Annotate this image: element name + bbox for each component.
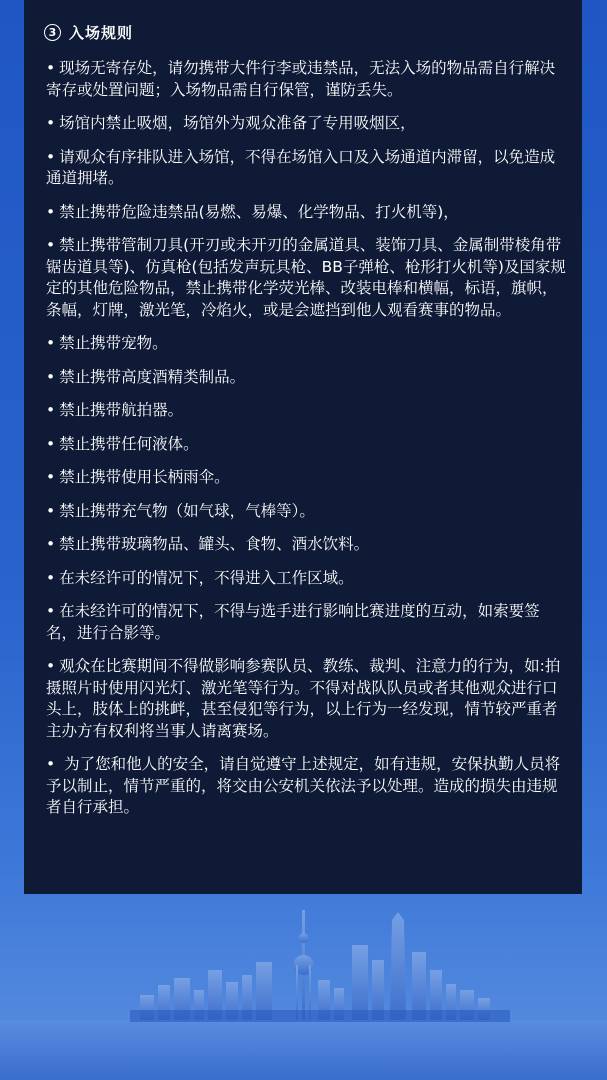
section-title: 入场规则 (69, 23, 134, 42)
rule-text: 现场无寄存处，请勿携带大件行李或违禁品，无法入场的物品需自行解决寄存或处置问题；入场物品需自行保管，谨防丢失。 (46, 59, 556, 99)
list-item (46, 568, 566, 590)
list-item (46, 367, 566, 389)
bullet: • (46, 401, 56, 419)
city-skyline-illustration (0, 890, 607, 1080)
rule-text: 场馆内禁止吸烟，场馆外为观众准备了专用吸烟区， (59, 114, 416, 132)
bullet: • (46, 236, 56, 254)
rule-text: 请观众有序排队进入场馆，不得在场馆入口及入场通道内滞留，以免造成通道拥堵。 (46, 147, 556, 187)
list-item (46, 235, 566, 321)
bullet: • (46, 501, 56, 520)
list-item (46, 58, 566, 101)
list-item (46, 113, 566, 135)
list-item (46, 601, 566, 644)
list-item (46, 656, 566, 742)
list-item (46, 434, 566, 456)
rule-text: 禁止携带管制刀具(开刃或未开刃的金属道具、装饰刀具、金属制带棱角带锯齿道具等)、仿真枪(包括发声玩具枪、BB子弹枪、枪形打火机等)及国家规定的其他危险物品，禁止携带化学荧光棒、改装电棒和横幅，标语，旗帜，条幅，灯牌，激光笔，冷焰火，或是会遮挡到他人观看赛事的物品。 (46, 236, 566, 319)
list-item (46, 467, 566, 489)
rule-text: 禁止携带任何液体。 (59, 434, 199, 453)
bullet: • (46, 59, 56, 77)
list-item (46, 501, 566, 523)
bullet: • (46, 535, 56, 553)
rule-text: 禁止携带宠物。 (59, 334, 168, 352)
rule-text: 禁止携带高度酒精类制品。 (59, 367, 246, 386)
bullet: • (46, 202, 56, 221)
rules-list (46, 58, 566, 831)
bullet: • (46, 114, 56, 132)
bullet: • (46, 468, 56, 486)
rule-text: 禁止携带航拍器。 (59, 401, 184, 419)
bullet: • (46, 602, 56, 620)
rule-text: 禁止携带危险违禁品(易燃、易爆、化学物品、打火机等)， (59, 202, 459, 221)
rule-text: 观众在比赛期间不得做影响参赛队员、教练、裁判、注意力的行为，如:拍摄照片时使用闪光灯、激光笔等行为。不得对战队队员或者其他观众进行口头上，肢体上的挑衅，甚至侵犯等行为，以上行为一经发现，情节较严重者主办方有权利将当事人请离赛场。 (46, 657, 561, 740)
bullet: • (46, 367, 56, 386)
rule-text: 在未经许可的情况下，不得进入工作区域。 (59, 568, 354, 587)
section-number-badge: 3 (44, 24, 61, 41)
list-item (46, 333, 566, 355)
list-item (46, 400, 566, 422)
rule-text: 禁止携带充气物（如气球，气棒等）。 (59, 501, 315, 520)
list-item (46, 147, 566, 190)
bullet: • (46, 147, 56, 166)
bullet: • (46, 568, 56, 587)
bullet: • (46, 755, 56, 773)
bullet: • (46, 334, 56, 352)
rules-panel (24, 0, 582, 894)
section-header (44, 18, 133, 46)
list-item (46, 202, 566, 224)
rule-text: 在未经许可的情况下，不得与选手进行影响比赛进度的互动，如索要签名，进行合影等。 (46, 602, 540, 642)
bullet: • (46, 434, 56, 453)
bullet: • (46, 657, 56, 675)
list-item (46, 534, 566, 556)
list-item (46, 754, 566, 819)
rule-text: 禁止携带使用长柄雨伞。 (59, 468, 230, 486)
rule-text: 为了您和他人的安全，请自觉遵守上述规定，如有违规，安保执勤人员将予以制止，情节严重的，将交由公安机关依法予以处理。造成的损失由违规者自行承担。 (46, 755, 561, 816)
rule-text: 禁止携带玻璃物品、罐头、食物、酒水饮料。 (59, 535, 370, 553)
